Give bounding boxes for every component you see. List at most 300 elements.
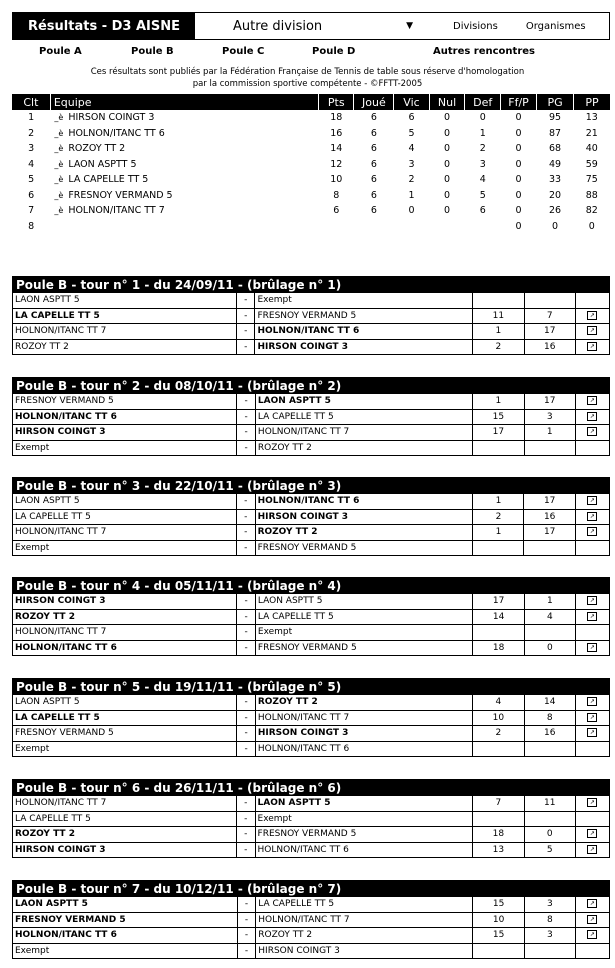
match-row bbox=[13, 339, 610, 355]
away-score bbox=[524, 293, 575, 309]
standings-team-cell bbox=[50, 203, 318, 219]
away-team: LA CAPELLE TT 5 bbox=[255, 409, 472, 425]
detail-icon[interactable]: ↗ bbox=[587, 311, 597, 320]
standings-cell-vic: 1 bbox=[408, 189, 415, 201]
detail-icon[interactable]: ↗ bbox=[587, 596, 597, 605]
standings-col-header: Ff/P bbox=[501, 94, 537, 110]
match-separator: - bbox=[237, 625, 256, 641]
standings-row bbox=[12, 172, 610, 188]
standings-cell-clt: 8 bbox=[28, 220, 35, 232]
away-score bbox=[524, 811, 575, 827]
standings-cell-pp: 88 bbox=[585, 189, 598, 201]
away-score bbox=[524, 625, 575, 641]
home-score bbox=[473, 625, 524, 641]
standings-col-header: Def bbox=[465, 94, 501, 110]
match-separator: - bbox=[237, 494, 256, 510]
round-title: Poule B - tour n° 7 - du 10/12/11 - (brûlage n° 7) bbox=[13, 881, 610, 897]
match-row bbox=[13, 494, 610, 510]
detail-icon[interactable]: ↗ bbox=[587, 612, 597, 621]
home-team: LA CAPELLE TT 5 bbox=[13, 509, 237, 525]
match-separator: - bbox=[237, 912, 256, 928]
match-separator: - bbox=[237, 509, 256, 525]
team-name[interactable]: HOLNON/ITANC TT 6 bbox=[68, 127, 165, 139]
match-row bbox=[13, 308, 610, 324]
home-score: 1 bbox=[473, 525, 524, 541]
match-separator: - bbox=[237, 394, 256, 410]
team-name[interactable]: LA CAPELLE TT 5 bbox=[68, 174, 149, 186]
match-separator: - bbox=[237, 726, 256, 742]
round-table bbox=[12, 880, 610, 959]
standings-cell-ffp: 0 bbox=[515, 127, 522, 139]
match-separator: - bbox=[237, 741, 256, 757]
home-score: 18 bbox=[473, 827, 524, 843]
autres-rencontres-link[interactable]: Autres rencontres bbox=[433, 46, 535, 57]
match-detail bbox=[575, 308, 609, 324]
away-team: HOLNON/ITANC TT 6 bbox=[255, 494, 473, 510]
poule-b-link[interactable]: Poule B bbox=[131, 46, 174, 57]
chevron-down-icon: ▼ bbox=[406, 21, 413, 31]
match-detail bbox=[575, 928, 609, 944]
home-score: 13 bbox=[473, 842, 524, 858]
home-team: HOLNON/ITANC TT 7 bbox=[13, 525, 237, 541]
detail-icon[interactable]: ↗ bbox=[587, 326, 597, 335]
standings-cell-pp: 0 bbox=[588, 220, 595, 232]
match-row bbox=[13, 726, 610, 742]
home-team: HOLNON/ITANC TT 7 bbox=[13, 625, 237, 641]
standings-col-header: PP bbox=[574, 94, 610, 110]
standings-cell-clt: 4 bbox=[28, 158, 35, 170]
away-score: 3 bbox=[524, 897, 575, 913]
away-score: 17 bbox=[524, 494, 575, 510]
match-separator: - bbox=[237, 425, 256, 441]
home-score: 4 bbox=[473, 695, 524, 711]
standings-cell-pp: 13 bbox=[585, 112, 598, 124]
poule-d-link[interactable]: Poule D bbox=[312, 46, 356, 57]
standings-team-cell bbox=[50, 188, 318, 204]
away-score: 16 bbox=[524, 339, 575, 355]
standings-cell-clt: 2 bbox=[28, 127, 35, 139]
match-separator: - bbox=[237, 409, 256, 425]
match-separator: - bbox=[237, 827, 256, 843]
standings-cell-vic: 5 bbox=[408, 127, 415, 139]
away-score: 17 bbox=[524, 525, 575, 541]
standings-cell-ffp: 0 bbox=[515, 220, 522, 232]
round-title: Poule B - tour n° 4 - du 05/11/11 - (brûlage n° 4) bbox=[13, 578, 610, 594]
match-separator: - bbox=[237, 842, 256, 858]
away-team: HOLNON/ITANC TT 6 bbox=[255, 324, 473, 340]
away-score bbox=[524, 741, 575, 757]
team-name[interactable]: ROZOY TT 2 bbox=[68, 143, 126, 155]
round-table bbox=[12, 377, 610, 456]
standings-cell-ffp: 0 bbox=[515, 189, 522, 201]
home-team: FRESNOY VERMAND 5 bbox=[13, 726, 237, 742]
match-separator: - bbox=[237, 609, 256, 625]
match-detail bbox=[575, 324, 609, 340]
standings-cell-vic bbox=[394, 219, 429, 235]
home-team: ROZOY TT 2 bbox=[13, 827, 237, 843]
home-score: 14 bbox=[473, 609, 524, 625]
home-team: FRESNOY VERMAND 5 bbox=[13, 394, 237, 410]
standings-row bbox=[12, 219, 610, 235]
poule-a-link[interactable]: Poule A bbox=[39, 46, 82, 57]
division-select[interactable] bbox=[233, 19, 413, 34]
standings-cell-nul: 0 bbox=[444, 174, 451, 186]
standings-cell-nul: 0 bbox=[444, 158, 451, 170]
match-row bbox=[13, 912, 610, 928]
home-score: 15 bbox=[473, 897, 524, 913]
standings-cell-pg: 0 bbox=[552, 220, 559, 232]
standings-col-header: Nul bbox=[429, 94, 465, 110]
standings-cell-pg: 33 bbox=[549, 174, 562, 186]
detail-icon[interactable]: ↗ bbox=[587, 697, 597, 706]
match-detail bbox=[575, 293, 609, 309]
standings-cell-nul: 0 bbox=[444, 189, 451, 201]
away-team: FRESNOY VERMAND 5 bbox=[255, 827, 473, 843]
match-separator: - bbox=[236, 339, 255, 355]
match-detail bbox=[575, 440, 609, 456]
match-row bbox=[13, 842, 610, 858]
team-link-icon[interactable]: _è bbox=[54, 190, 64, 200]
home-team: LAON ASPTT 5 bbox=[13, 494, 237, 510]
match-row bbox=[13, 796, 610, 812]
match-separator: - bbox=[237, 710, 256, 726]
standings-cell-pg: 68 bbox=[549, 143, 562, 155]
match-detail bbox=[575, 640, 609, 656]
team-name[interactable]: HIRSON COINGT 3 bbox=[68, 112, 155, 124]
away-team: HOLNON/ITANC TT 7 bbox=[256, 912, 473, 928]
standings-cell-pp: 59 bbox=[585, 158, 598, 170]
away-score: 0 bbox=[524, 640, 575, 656]
match-row bbox=[13, 609, 610, 625]
standings-col-header: PG bbox=[537, 94, 574, 110]
match-detail bbox=[575, 525, 609, 541]
home-score: 1 bbox=[473, 494, 524, 510]
home-score: 2 bbox=[473, 726, 524, 742]
match-row bbox=[13, 928, 610, 944]
detail-icon[interactable]: ↗ bbox=[587, 798, 597, 807]
standings-cell-pts: 12 bbox=[330, 158, 343, 170]
home-team: ROZOY TT 2 bbox=[13, 609, 237, 625]
round-title: Poule B - tour n° 6 - du 26/11/11 - (brûlage n° 6) bbox=[13, 780, 610, 796]
home-score bbox=[473, 293, 524, 309]
home-team: Exempt bbox=[13, 943, 238, 959]
match-detail bbox=[575, 726, 609, 742]
standings-cell-pg: 49 bbox=[549, 158, 562, 170]
standings-cell-joue: 6 bbox=[370, 158, 377, 170]
detail-icon[interactable]: ↗ bbox=[587, 512, 597, 521]
match-row bbox=[13, 540, 610, 556]
away-team: HIRSON COINGT 3 bbox=[256, 943, 473, 959]
match-separator: - bbox=[237, 928, 256, 944]
match-separator: - bbox=[237, 525, 256, 541]
match-row bbox=[13, 293, 610, 309]
team-link-icon[interactable]: _è bbox=[54, 144, 64, 154]
home-team: Exempt bbox=[13, 440, 237, 456]
match-row bbox=[13, 594, 610, 610]
round-title: Poule B - tour n° 1 - du 24/09/11 - (brûlage n° 1) bbox=[13, 277, 610, 293]
match-separator: - bbox=[237, 897, 256, 913]
standings-cell-def: 2 bbox=[479, 143, 486, 155]
home-team: HOLNON/ITANC TT 6 bbox=[13, 409, 237, 425]
standings-cell-joue: 6 bbox=[370, 174, 377, 186]
match-detail bbox=[575, 540, 609, 556]
detail-icon[interactable]: ↗ bbox=[587, 728, 597, 737]
match-detail bbox=[575, 339, 609, 355]
home-team: FRESNOY VERMAND 5 bbox=[13, 912, 238, 928]
match-separator: - bbox=[237, 811, 256, 827]
standings-row bbox=[12, 157, 610, 173]
standings-team-cell bbox=[50, 126, 318, 142]
detail-icon[interactable]: ↗ bbox=[587, 899, 597, 908]
round-table bbox=[12, 276, 610, 355]
team-link-icon[interactable]: _è bbox=[54, 175, 64, 185]
home-score: 2 bbox=[473, 339, 524, 355]
team-link-icon[interactable]: _è bbox=[54, 159, 64, 169]
away-team: ROZOY TT 2 bbox=[255, 695, 472, 711]
standings-cell-joue: 6 bbox=[370, 205, 377, 217]
standings-cell-nul: 0 bbox=[444, 205, 451, 217]
standings-col-header: Equipe bbox=[50, 94, 318, 110]
standings-cell-vic: 4 bbox=[408, 143, 415, 155]
detail-icon[interactable]: ↗ bbox=[587, 829, 597, 838]
standings-row bbox=[12, 141, 610, 157]
standings-team-cell bbox=[50, 110, 318, 126]
disclaimer-line-1: Ces résultats sont publiés par la Fédération Française de Tennis de table sous réserve d'homologation bbox=[90, 67, 525, 77]
away-team: LAON ASPTT 5 bbox=[255, 394, 472, 410]
home-team: Exempt bbox=[13, 741, 237, 757]
home-score: 11 bbox=[473, 308, 524, 324]
top-bar bbox=[12, 12, 610, 40]
standings-team-cell bbox=[50, 157, 318, 173]
detail-icon[interactable]: ↗ bbox=[587, 845, 597, 854]
match-detail bbox=[575, 811, 609, 827]
round-table bbox=[12, 779, 610, 858]
match-detail bbox=[575, 710, 609, 726]
away-score: 1 bbox=[524, 594, 575, 610]
standings-cell-nul: 0 bbox=[444, 143, 451, 155]
match-detail bbox=[575, 695, 609, 711]
match-row bbox=[13, 710, 610, 726]
home-score bbox=[473, 540, 524, 556]
standings-cell-pp: 40 bbox=[585, 143, 598, 155]
standings-cell-pts: 8 bbox=[333, 189, 340, 201]
detail-icon[interactable]: ↗ bbox=[587, 342, 597, 351]
standings-col-header: Pts bbox=[319, 94, 354, 110]
match-row bbox=[13, 741, 610, 757]
standings-cell-clt: 7 bbox=[28, 205, 35, 217]
match-detail bbox=[575, 609, 609, 625]
away-team: Exempt bbox=[255, 625, 473, 641]
away-score: 3 bbox=[524, 409, 575, 425]
home-team: LA CAPELLE TT 5 bbox=[13, 308, 237, 324]
standings-cell-def: 4 bbox=[479, 174, 486, 186]
match-detail bbox=[575, 625, 609, 641]
standings-cell-def: 5 bbox=[479, 189, 486, 201]
match-separator: - bbox=[237, 796, 256, 812]
away-score: 3 bbox=[524, 928, 575, 944]
home-score bbox=[473, 741, 524, 757]
match-detail bbox=[575, 796, 609, 812]
match-row bbox=[13, 394, 610, 410]
detail-icon[interactable]: ↗ bbox=[587, 643, 597, 652]
home-score: 10 bbox=[473, 710, 524, 726]
standings-cell-def: 6 bbox=[479, 205, 486, 217]
team-name[interactable]: FRESNOY VERMAND 5 bbox=[68, 189, 173, 201]
standings-row bbox=[12, 110, 610, 126]
standings-cell-clt: 1 bbox=[28, 112, 35, 124]
round-table bbox=[12, 477, 610, 556]
division-select-value: Autre division bbox=[233, 18, 323, 34]
poule-c-link[interactable]: Poule C bbox=[222, 46, 265, 57]
disclaimer bbox=[0, 66, 615, 90]
away-team: HIRSON COINGT 3 bbox=[255, 726, 472, 742]
home-team: HIRSON COINGT 3 bbox=[13, 425, 237, 441]
standings-cell-vic: 3 bbox=[408, 158, 415, 170]
match-detail bbox=[575, 394, 609, 410]
detail-icon[interactable]: ↗ bbox=[587, 396, 597, 405]
standings-cell-clt: 3 bbox=[28, 143, 35, 155]
match-detail bbox=[575, 594, 609, 610]
away-team: HOLNON/ITANC TT 6 bbox=[255, 842, 473, 858]
home-team: HOLNON/ITANC TT 7 bbox=[13, 796, 237, 812]
match-detail bbox=[575, 494, 609, 510]
round-title: Poule B - tour n° 5 - du 19/11/11 - (brûlage n° 5) bbox=[13, 679, 610, 695]
standings-cell-nul: 0 bbox=[444, 112, 451, 124]
away-team: ROZOY TT 2 bbox=[256, 928, 473, 944]
detail-icon[interactable]: ↗ bbox=[587, 915, 597, 924]
match-row bbox=[13, 409, 610, 425]
detail-icon[interactable]: ↗ bbox=[587, 412, 597, 421]
match-separator: - bbox=[236, 324, 255, 340]
away-team: FRESNOY VERMAND 5 bbox=[255, 640, 473, 656]
away-score: 8 bbox=[524, 710, 575, 726]
standings-cell-nul bbox=[429, 219, 465, 235]
standings-cell-ffp: 0 bbox=[515, 174, 522, 186]
away-score: 7 bbox=[524, 308, 575, 324]
away-team: Exempt bbox=[255, 293, 473, 309]
standings-cell-ffp: 0 bbox=[515, 112, 522, 124]
standings-cell-pts bbox=[319, 219, 354, 235]
standings-cell-pts: 14 bbox=[330, 143, 343, 155]
home-team: LAON ASPTT 5 bbox=[13, 293, 237, 309]
standings-cell-pg: 26 bbox=[549, 205, 562, 217]
match-detail bbox=[575, 912, 609, 928]
standings-cell-nul: 0 bbox=[444, 127, 451, 139]
standings-cell-clt: 6 bbox=[28, 189, 35, 201]
team-name[interactable]: HOLNON/ITANC TT 7 bbox=[68, 205, 165, 217]
standings-cell-vic: 2 bbox=[408, 174, 415, 186]
home-score: 18 bbox=[473, 640, 524, 656]
standings-cell-pts: 18 bbox=[330, 112, 343, 124]
standings-table bbox=[12, 94, 610, 234]
standings-cell-vic: 6 bbox=[408, 112, 415, 124]
standings-cell-ffp: 0 bbox=[515, 143, 522, 155]
team-link-icon[interactable]: _è bbox=[54, 128, 64, 138]
match-detail bbox=[575, 897, 609, 913]
match-row bbox=[13, 943, 610, 959]
away-team: HIRSON COINGT 3 bbox=[255, 509, 473, 525]
team-name[interactable]: LAON ASPTT 5 bbox=[68, 158, 137, 170]
home-team: HOLNON/ITANC TT 6 bbox=[13, 928, 238, 944]
home-score: 7 bbox=[473, 796, 524, 812]
standings-cell-joue: 6 bbox=[370, 112, 377, 124]
standings-cell-joue: 6 bbox=[370, 143, 377, 155]
standings-cell-def: 1 bbox=[479, 127, 486, 139]
standings-row bbox=[12, 203, 610, 219]
away-score: 8 bbox=[524, 912, 575, 928]
detail-icon[interactable]: ↗ bbox=[587, 427, 597, 436]
team-link-icon[interactable]: _è bbox=[54, 113, 64, 123]
detail-icon[interactable]: ↗ bbox=[587, 713, 597, 722]
standings-cell-pp: 82 bbox=[585, 205, 598, 217]
match-separator: - bbox=[237, 695, 256, 711]
home-score: 1 bbox=[473, 324, 524, 340]
home-team: LAON ASPTT 5 bbox=[13, 695, 237, 711]
team-link-icon[interactable]: _è bbox=[54, 206, 64, 216]
home-score: 2 bbox=[473, 509, 524, 525]
match-row bbox=[13, 640, 610, 656]
round-table bbox=[12, 678, 610, 757]
standings-col-header: Vic bbox=[394, 94, 429, 110]
detail-icon[interactable]: ↗ bbox=[587, 527, 597, 536]
away-score: 17 bbox=[524, 324, 575, 340]
match-separator: - bbox=[237, 440, 256, 456]
home-score: 17 bbox=[473, 594, 524, 610]
standings-cell-pp: 21 bbox=[585, 127, 598, 139]
match-detail bbox=[575, 409, 609, 425]
away-score: 4 bbox=[524, 609, 575, 625]
detail-icon[interactable]: ↗ bbox=[587, 496, 597, 505]
standings-cell-pts: 6 bbox=[333, 205, 340, 217]
match-separator: - bbox=[237, 540, 256, 556]
standings-cell-pg: 95 bbox=[549, 112, 562, 124]
match-row bbox=[13, 509, 610, 525]
away-score: 0 bbox=[524, 827, 575, 843]
away-team: HOLNON/ITANC TT 7 bbox=[255, 710, 472, 726]
home-score: 17 bbox=[473, 425, 524, 441]
match-detail bbox=[575, 827, 609, 843]
away-score: 14 bbox=[524, 695, 575, 711]
standings-col-header: Joué bbox=[354, 94, 394, 110]
match-separator: - bbox=[237, 943, 256, 959]
standings-cell-joue: 6 bbox=[370, 189, 377, 201]
match-row bbox=[13, 324, 610, 340]
home-score: 15 bbox=[473, 409, 524, 425]
away-team: LAON ASPTT 5 bbox=[255, 594, 473, 610]
standings-team-cell bbox=[50, 141, 318, 157]
standings-cell-ffp: 0 bbox=[515, 158, 522, 170]
divisions-link[interactable]: Divisions bbox=[453, 20, 498, 32]
standings-cell-pp: 75 bbox=[585, 174, 598, 186]
match-detail bbox=[575, 842, 609, 858]
home-score: 1 bbox=[473, 394, 524, 410]
home-team: HIRSON COINGT 3 bbox=[13, 594, 237, 610]
away-team: Exempt bbox=[255, 811, 473, 827]
standings-cell-vic: 0 bbox=[408, 205, 415, 217]
organismes-link[interactable]: Organismes bbox=[525, 20, 586, 32]
away-score bbox=[524, 440, 575, 456]
standings-row bbox=[12, 126, 610, 142]
home-score bbox=[473, 440, 524, 456]
standings-team-cell bbox=[50, 219, 318, 235]
away-team: ROZOY TT 2 bbox=[255, 525, 473, 541]
detail-icon[interactable]: ↗ bbox=[587, 930, 597, 939]
match-separator: - bbox=[236, 308, 255, 324]
away-team: HOLNON/ITANC TT 7 bbox=[255, 425, 472, 441]
standings-cell-ffp: 0 bbox=[515, 205, 522, 217]
home-score: 15 bbox=[473, 928, 524, 944]
away-team: FRESNOY VERMAND 5 bbox=[255, 308, 473, 324]
